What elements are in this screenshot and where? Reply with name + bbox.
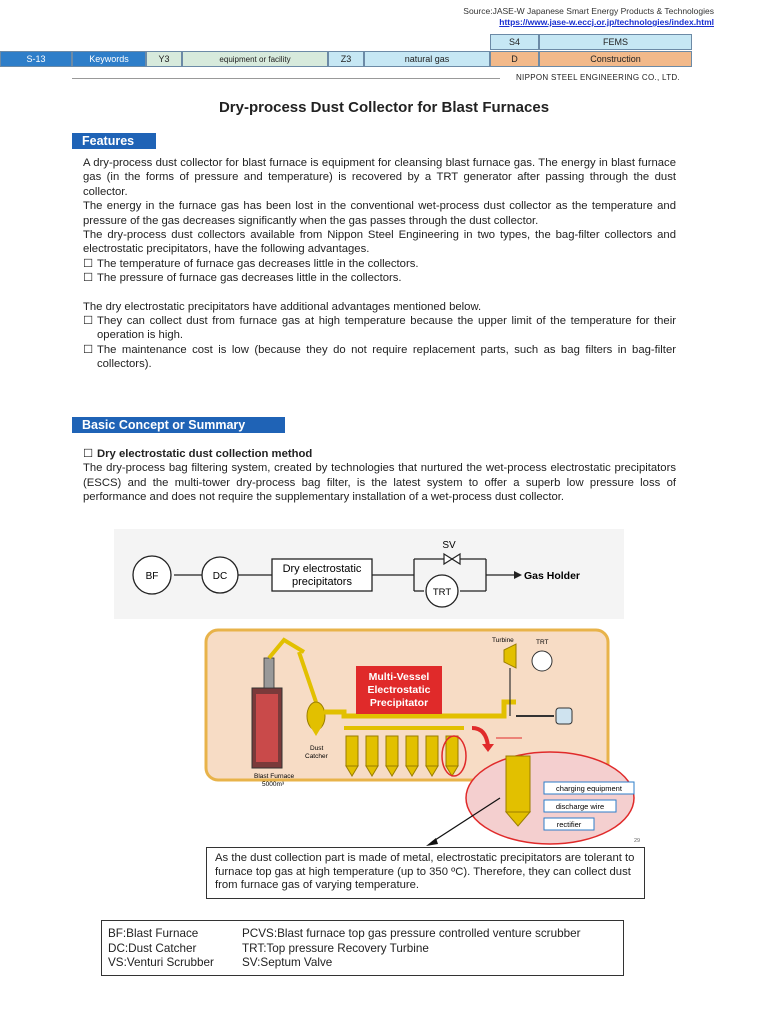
svg-text:Dust: Dust [310, 745, 324, 752]
d-value-cell: Construction [539, 51, 692, 67]
arrow-icon [514, 571, 522, 579]
features-bullet: ☐ The maintenance cost is low (because they do not require replacement parts, such as bag filters in bag-filter collectors). [83, 343, 676, 371]
flow-diagram [114, 529, 624, 619]
z-code-cell: Z3 [328, 51, 364, 67]
features-bullet: ☐ The pressure of furnace gas decreases little in the collectors. [83, 272, 402, 285]
features-bullet: ☐ They can collect dust from furnace gas at high temperature because the upper limit of the temperature for their operation is high. [83, 315, 676, 342]
company-name: NIPPON STEEL ENGINEERING CO., LTD. [515, 73, 680, 82]
source-credit [463, 6, 714, 28]
header-rule [72, 78, 500, 79]
note-box: As the dust collection part is made of metal, electrostatic precipitators are tolerant to furnace top gas at high temperature (up to 350 ºC). Therefore, they can collect dust from furnace gas of varying temperature. [206, 847, 645, 899]
source-text: Source:JASE-W Japanese Smart Energy Products & Technologies [463, 6, 714, 16]
features-p2: The energy in the furnace gas has been lost in the conventional wet-process dust collector as the temperature and pressure of the gas decreases significantly when the gas passes through the dust collector. [83, 200, 676, 227]
checkbox-icon: ☐ [83, 257, 94, 270]
svg-text:Turbine: Turbine [492, 637, 514, 644]
svg-text:Electrostatic: Electrostatic [367, 684, 431, 696]
y-value-cell: equipment or facility [182, 51, 328, 67]
features-p4: The dry electrostatic precipitators have additional advantages mentioned below. [83, 300, 482, 313]
gas-holder-icon [556, 708, 572, 724]
gas-holder-label: Gas Holder [524, 570, 581, 582]
bf-label: BF [145, 571, 159, 582]
svg-text:TRT: TRT [536, 639, 549, 646]
legend-item: PCVS:Blast furnace top gas pressure controlled venture scrubber [242, 927, 581, 940]
checkbox-icon: ☐ [83, 272, 94, 285]
charging-label: charging equipment [556, 784, 622, 793]
y-code-cell: Y3 [146, 51, 182, 67]
plant-diagram [204, 628, 646, 846]
basic-heading: Basic Concept or Summary [72, 417, 285, 433]
z-value-cell: natural gas [364, 51, 490, 67]
basic-subheading: ☐ Dry electrostatic dust collection method [83, 448, 313, 460]
source-link[interactable]: https://www.jase-w.eccj.or.jp/technologies/index.html [499, 17, 714, 27]
plant-page-no: 29 [634, 838, 641, 844]
features-body [83, 156, 676, 372]
svg-text:Precipitator: Precipitator [369, 697, 429, 709]
features-bullet: ☐ The temperature of furnace gas decreases little in the collectors. [83, 257, 419, 270]
precipitator-label-2: precipitators [292, 576, 352, 588]
legend-item: BF:Blast Furnace [108, 927, 199, 940]
discharge-label: discharge wire [555, 802, 605, 811]
basic-body [83, 447, 676, 505]
checkbox-icon: ☐ [83, 315, 94, 328]
legend-item: SV:Septum Valve [242, 956, 333, 970]
features-p1: A dry-process dust collector for blast furnace is equipment for cleansing blast furnace gas. The energy in blast furnace gas (in the forms of pressure and temperature) is recovered by a TRT generator after passing through the dust collector. [83, 157, 676, 198]
precipitator-detail-icon [506, 756, 530, 812]
legend-item: DC:Dust Catcher [108, 941, 197, 955]
legend-item: VS:Venturi Scrubber [108, 956, 214, 970]
checkbox-icon: ☐ [83, 343, 94, 356]
features-heading: Features [72, 133, 156, 149]
features-p3: The dry-process dust collectors available from Nippon Steel Engineering in two types, the bag-filter collectors and electrostatic precipitators, have the following advantages. [83, 229, 676, 256]
sv-label: SV [442, 540, 456, 551]
page-title: Dry-process Dust Collector for Blast Furnaces [218, 99, 550, 116]
keywords-label-cell: Keywords [72, 51, 146, 67]
trt-icon [532, 651, 552, 671]
d-code-cell: D [490, 51, 539, 67]
s-value-cell: FEMS [539, 34, 692, 50]
svg-text:Blast Furnace: Blast Furnace [254, 773, 295, 780]
checkbox-icon: ☐ [83, 448, 94, 460]
precipitator-label-1: Dry electrostatic [282, 563, 362, 575]
svg-text:Catcher: Catcher [305, 753, 328, 760]
s-code-cell: S4 [490, 34, 539, 50]
rectifier-label: rectifier [556, 820, 582, 829]
page-code-cell: S-13 [0, 51, 72, 67]
septum-valve-icon [444, 554, 460, 564]
legend-item: TRT:Top pressure Recovery Turbine [242, 941, 429, 955]
svg-text:5000m³: 5000m³ [262, 781, 285, 788]
trt-label: TRT [432, 587, 452, 598]
svg-text:Multi-Vessel: Multi-Vessel [368, 671, 430, 683]
dc-label: DC [212, 571, 228, 582]
basic-text: The dry-process bag filtering system, created by technologies that nurtured the wet-process electrostatic precipitators (ESCS) and the multi-tower dry-process bag filter, is the latest system to offer a superb low pressure loss of performance and does not require the supplementary installation of a wet-process dust collector. [83, 462, 676, 504]
abbreviation-legend [101, 920, 624, 976]
